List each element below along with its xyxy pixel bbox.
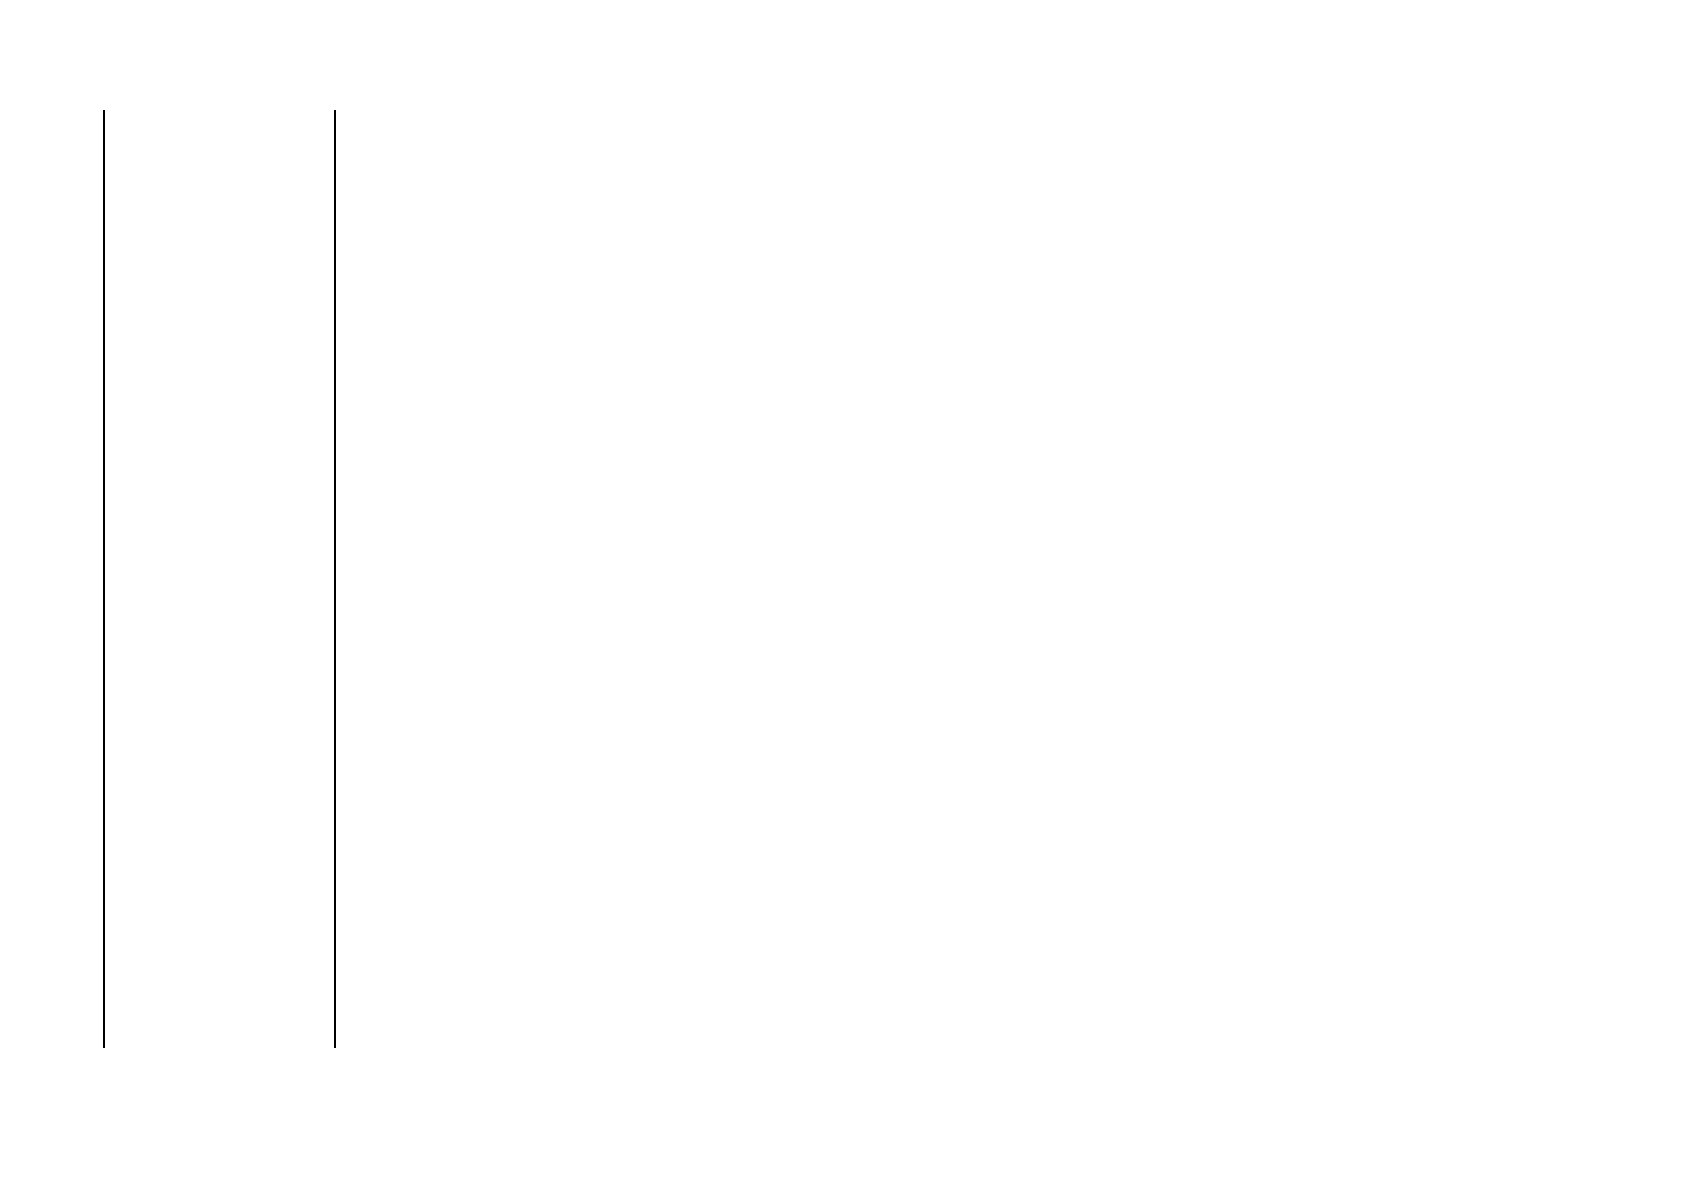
left-margin-line bbox=[103, 110, 105, 1048]
activity-column-line bbox=[334, 110, 336, 1048]
